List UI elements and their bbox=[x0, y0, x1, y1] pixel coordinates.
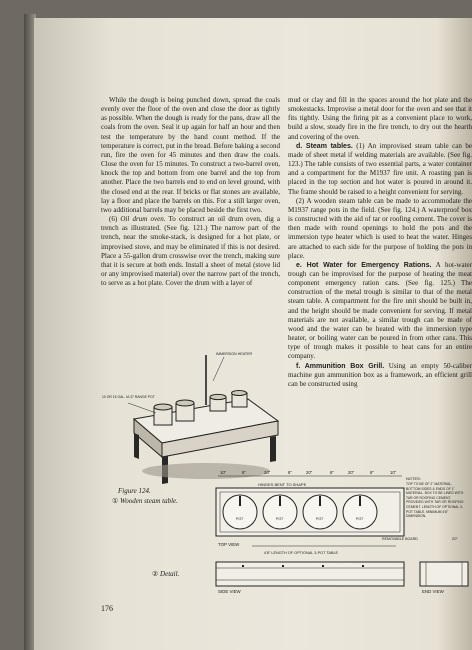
section-heading-e: e. Hot Water for Emergency Rations. bbox=[296, 261, 432, 269]
figure-caption-b bbox=[152, 570, 179, 578]
pot-label-4: POT bbox=[356, 517, 364, 521]
pot-label-2: POT bbox=[276, 517, 284, 521]
label-notes: NOTES: bbox=[406, 476, 421, 481]
section-body-e: A hot-water trough can be improvised for the purpose of heating the meat component emergency ration cans. (See fig. 125.) The construction of the metal trough is similar to that of the metal steam table. A compartment for the fire unit should be built in, and the height should be made convenient for serving. If metal materials are not available, a similar trough can be made of wood and the water can be heated with the immersion type heater, or boiling water can be poured in from other cans. This type of trough makes it possible to heat cans for an entire company. bbox=[288, 260, 472, 361]
dim-2: 8" bbox=[242, 470, 246, 475]
detail-drawing bbox=[196, 462, 472, 606]
caption-b-text: Detail. bbox=[160, 570, 180, 578]
marker-a: ① bbox=[112, 497, 119, 505]
paragraph-hot-water bbox=[288, 261, 472, 362]
dim-9: 10" bbox=[390, 470, 397, 475]
dim-6: 8" bbox=[330, 470, 334, 475]
section-body-d: (1) An improvised steam table can be made of sheet metal if welding materials are available. (See fig. 123.) The table consists of two essential parts, a water container and a compartment for the M1937 fire unit. A roasting pan is placed in the top section and hot water is poured in around it. The frame should be raised to a height convenient for serving. bbox=[288, 141, 472, 196]
paragraph-wooden-steam-table: (2) A wooden steam table can be made to accommodate the M1937 range pots in the field. (See fig. 124.) A waterproof box is constructed with the aid of tar or roofing cement. The cover is then made with round openings to hold the pots and the immersion type heater which is used to heat the water. Hinges are attached to each side for the purpose of holding the pots in place. bbox=[288, 196, 472, 260]
paragraph-continued: mud or clay and fill in the spaces around the hot plate and the smokestacks. Improvise a metal door for the oven and see that it fits tightly. Using the firing pit as a convenient place to work, build a slow, steady fire in the fire trench, to dry out the hearth and covering of the oven. bbox=[288, 96, 472, 141]
caption-a-text: Wooden steam table. bbox=[120, 497, 178, 505]
label-removable-board: REMOVABLE BOARD bbox=[382, 537, 418, 541]
label-end-view: END VIEW bbox=[422, 589, 444, 594]
figure-caption-a bbox=[112, 497, 178, 505]
dim-8: 8" bbox=[370, 470, 374, 475]
label-range-pot: 10 OR 15 GAL. M-37 RANGE POT bbox=[102, 395, 155, 399]
notes-text: TOP TO BE OF 2" MATERIAL, BOTTOM SIDES & ENDS OF 1" MATERIAL. BOX TO BE LINED WITH TAR OR ROOFING CEMENT. PROVIDED WITH TAR OR ROOFING CEMENT. LENGTH OF OPTIONAL 3-POT TABLE. MINIMUM 4'8" DIMENSION. bbox=[406, 482, 464, 519]
section-heading-d: d. Steam tables. bbox=[296, 142, 353, 150]
pot-2 bbox=[176, 400, 194, 421]
page-number: 176 bbox=[101, 604, 113, 613]
dim-3: 20" bbox=[264, 470, 271, 475]
left-text-column bbox=[101, 96, 280, 288]
section-body-f: Using an empty 50-caliber machine gun ammunition box as a framework, an efficient grill can be constructed using bbox=[288, 361, 472, 388]
marker-b: ② bbox=[152, 570, 159, 578]
dim-1: 10" bbox=[220, 470, 227, 475]
paragraph-ammunition-grill bbox=[288, 362, 472, 389]
section-heading-f: f. Ammunition Box Grill. bbox=[296, 362, 385, 370]
paragraph-bread-oven: While the dough is being punched down, spread the coals evenly over the floor of the oven and close the door as tightly as possible. When the dough is ready for the pans, draw all the coals from the oven. Seal it up again for half an hour and then test the temperature by the hand count method. If the temperature is correct, put in the bread. Before baking a second run, fire the oven for 45 minutes and then draw the coals. Close the oven for 15 minutes. To construct a two-barrel oven, knock the top and bottom from one barrel and the top from another. Place the two barrels end to end on level ground, with the closed end at the rear. If bricks or flat stones are available, lay a floor and place the barrels on this. For a still larger oven, two additional barrels may be placed beside the first two. bbox=[101, 96, 280, 214]
label-top-view: TOP VIEW bbox=[218, 542, 240, 547]
dim-end: 20" bbox=[452, 536, 458, 541]
pot-3 bbox=[210, 394, 226, 411]
right-text-column bbox=[288, 96, 472, 389]
pot-label-3: POT bbox=[316, 517, 324, 521]
pot-1 bbox=[154, 404, 172, 425]
figure-number: Figure 124. bbox=[118, 487, 151, 495]
pot-label-1: POT bbox=[236, 517, 244, 521]
label-hinges: HINGES BENT TO SHAPE bbox=[258, 482, 307, 487]
label-side-view: SIDE VIEW bbox=[218, 589, 241, 594]
dim-5: 20" bbox=[306, 470, 313, 475]
pot-4 bbox=[232, 391, 248, 408]
dim-7: 20" bbox=[348, 470, 355, 475]
item-body: To construct an oil drum oven, dig a trench as illustrated. (See fig. 121.) The narrow part of the trench, near the smoke-stack, is designed for a hot plate, or improvised stove, and may be eliminated if this is not desired. Place a 55-gallon drum crosswise over the trench, making sure that it is secure at both ends. Install a sheet of metal (stove lid or any improvised material) over the narrow part of the trench, to serve as a hot plate. Cover the drum with a layer of bbox=[101, 215, 280, 288]
item-label: (6) bbox=[109, 215, 118, 224]
dim-4: 8" bbox=[288, 470, 292, 475]
paragraph-steam-tables bbox=[288, 142, 472, 197]
paragraph-oil-drum-oven bbox=[101, 215, 280, 288]
label-length: 4'8" LENGTH OF OPTIONAL 3-POT TABLE bbox=[264, 551, 339, 555]
label-immersion-heater: IMMERSION HEATER bbox=[216, 352, 253, 356]
item-title: Oil drum oven. bbox=[120, 215, 166, 224]
